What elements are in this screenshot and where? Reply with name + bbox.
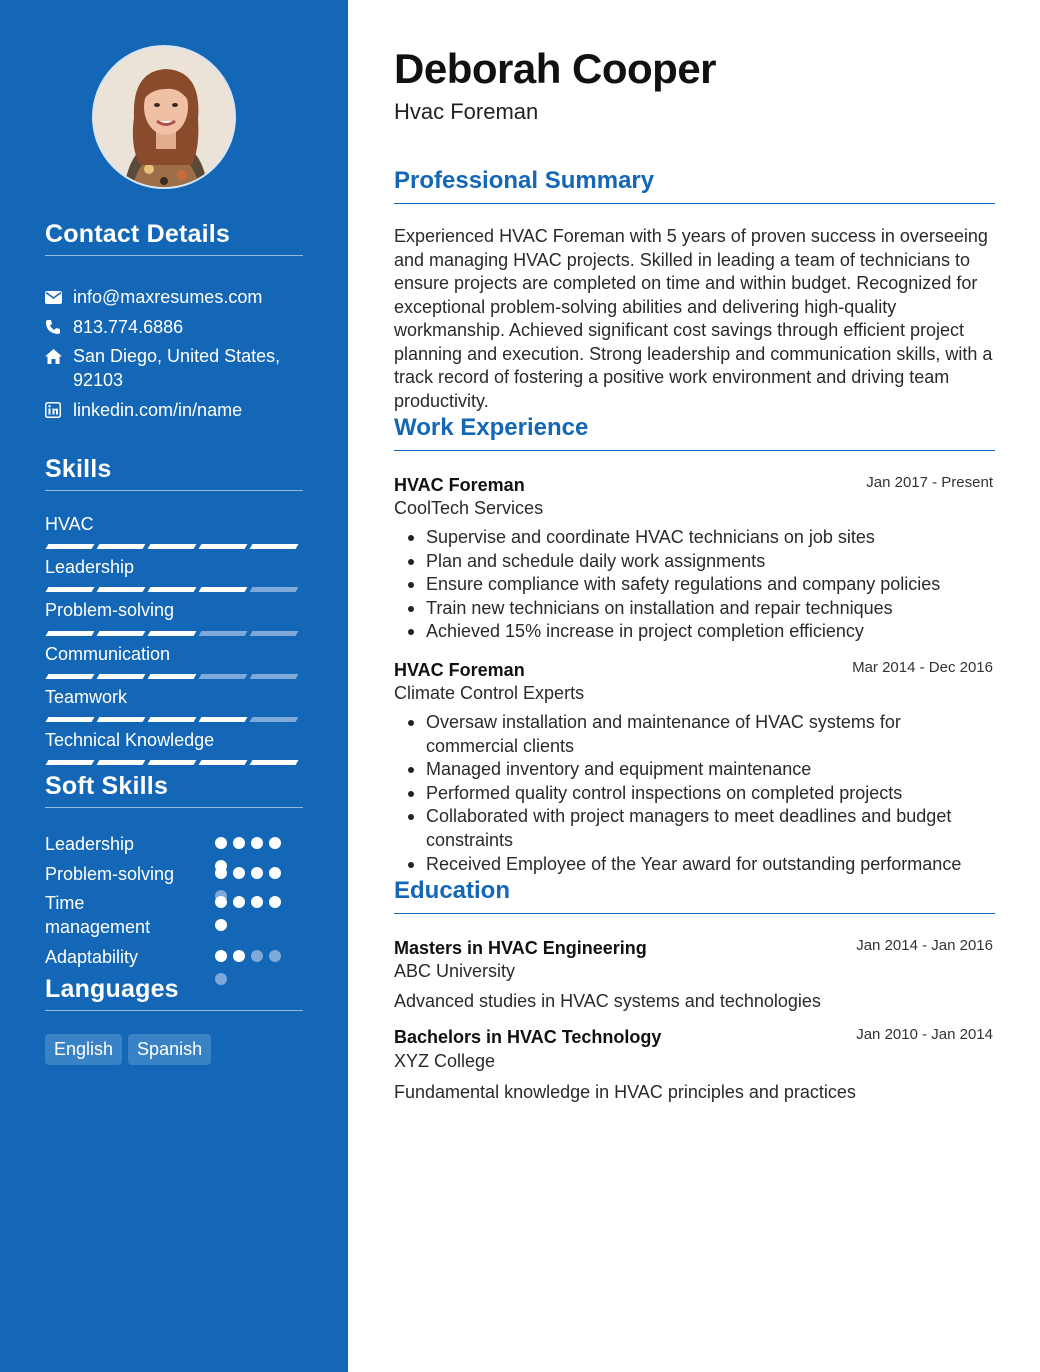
soft-skill-label: Adaptability	[45, 947, 139, 967]
job-title: HVAC Foreman	[394, 660, 525, 680]
job-bullet: Performed quality control inspections on completed projects	[394, 782, 974, 806]
skill-bar-segment	[148, 674, 197, 679]
contact-linkedin[interactable]	[45, 398, 305, 422]
skill-rating	[47, 587, 297, 592]
job-dates: Mar 2014 - Dec 2016	[852, 659, 993, 676]
job-bullet: Train new technicians on installation and repair techniques	[394, 597, 974, 621]
skill-bar-segment	[250, 674, 299, 679]
contact-address-text: San Diego, United States, 92103	[73, 346, 281, 390]
job-bullet: Received Employee of the Year award for outstanding performance	[394, 853, 974, 877]
skill-bar-segment	[46, 544, 95, 549]
rating-dot	[269, 867, 281, 879]
rating-dot	[215, 867, 227, 879]
language-tag: English	[45, 1034, 122, 1065]
skill-bar-segment	[250, 587, 299, 592]
degree-description: Fundamental knowledge in HVAC principles and practices	[394, 1082, 856, 1102]
skill-bar-segment	[199, 631, 248, 636]
skill-label: Problem-solving	[45, 600, 175, 620]
job-bullet: Oversaw installation and maintenance of HVAC systems for commercial clients	[394, 711, 974, 758]
linkedin-icon	[45, 398, 73, 422]
skill-bar-segment	[46, 587, 95, 592]
skill-bar-segment	[97, 544, 146, 549]
summary-heading: Professional Summary	[394, 167, 995, 204]
skill-bar-segment	[46, 631, 95, 636]
skill-bar-segment	[148, 544, 197, 549]
skill-bar-segment	[199, 674, 248, 679]
contact-email-text: info@maxresumes.com	[73, 287, 263, 307]
skill-bar-segment	[250, 717, 299, 722]
rating-dot	[251, 867, 263, 879]
job-dates: Jan 2017 - Present	[866, 474, 993, 491]
skill-bar-segment	[250, 631, 299, 636]
rating-dot	[233, 837, 245, 849]
skills-heading: Skills	[45, 455, 303, 491]
skill-label: Communication	[45, 644, 171, 664]
skill-label: Teamwork	[45, 687, 128, 707]
skill-bar-segment	[46, 674, 95, 679]
candidate-title: Hvac Foreman	[394, 99, 539, 124]
rating-dot	[215, 919, 227, 931]
skill-bar-segment	[97, 587, 146, 592]
skill-bar-segment	[199, 717, 248, 722]
skill-bar-segment	[199, 587, 248, 592]
skill-bar-segment	[46, 717, 95, 722]
job-company: Climate Control Experts	[394, 683, 585, 703]
skill-bar-segment	[46, 760, 95, 765]
rating-dot	[269, 837, 281, 849]
skill-label: HVAC	[45, 514, 94, 534]
rating-dot	[215, 896, 227, 908]
language-tag: Spanish	[128, 1034, 211, 1065]
rating-dot	[269, 950, 281, 962]
school-name: XYZ College	[394, 1051, 496, 1071]
contact-details-heading: Contact Details	[45, 220, 303, 256]
skill-bar-segment	[148, 717, 197, 722]
soft-skill-label: Leadership	[45, 834, 135, 854]
skill-bar-segment	[97, 760, 146, 765]
job-bullet: Ensure compliance with safety regulations and company policies	[394, 573, 974, 597]
soft-skills-heading: Soft Skills	[45, 772, 303, 808]
experience-heading: Work Experience	[394, 414, 995, 451]
languages-list	[45, 1034, 211, 1065]
envelope-icon	[45, 285, 73, 309]
rating-dot	[251, 896, 263, 908]
skill-bar-segment	[199, 760, 248, 765]
soft-skill-label: Problem-solving	[45, 864, 175, 884]
skill-bar-segment	[148, 631, 197, 636]
job-bullet: Collaborated with project managers to meet deadlines and budget constraints	[394, 805, 974, 852]
skill-rating	[47, 674, 297, 679]
rating-dot	[233, 950, 245, 962]
skill-bar-segment	[250, 544, 299, 549]
skill-rating	[47, 760, 297, 765]
job-bullets	[394, 526, 974, 644]
sidebar	[0, 0, 348, 1372]
skill-bar-segment	[250, 760, 299, 765]
rating-dot	[251, 837, 263, 849]
contact-linkedin-text: linkedin.com/in/name	[73, 400, 243, 420]
candidate-name: Deborah Cooper	[394, 45, 717, 92]
skill-rating	[47, 544, 297, 549]
rating-dot	[233, 896, 245, 908]
soft-skill-rating	[215, 896, 295, 931]
degree-title: Bachelors in HVAC Technology	[394, 1027, 662, 1047]
job-title: HVAC Foreman	[394, 475, 525, 495]
degree-dates: Jan 2014 - Jan 2016	[856, 937, 993, 954]
skill-bar-segment	[199, 544, 248, 549]
skill-rating	[47, 717, 297, 722]
job-company: CoolTech Services	[394, 498, 544, 518]
languages-heading: Languages	[45, 975, 303, 1011]
contact-phone-text: 813.774.6886	[73, 317, 184, 337]
rating-dot	[251, 950, 263, 962]
rating-dot	[215, 950, 227, 962]
contact-address	[45, 344, 305, 392]
degree-dates: Jan 2010 - Jan 2014	[856, 1026, 993, 1043]
job-bullets	[394, 711, 974, 876]
job-bullet: Managed inventory and equipment maintenance	[394, 758, 974, 782]
profile-photo	[94, 47, 236, 189]
degree-description: Advanced studies in HVAC systems and technologies	[394, 991, 821, 1011]
avatar	[92, 45, 236, 189]
rating-dot	[269, 896, 281, 908]
rating-dot	[233, 867, 245, 879]
degree-title: Masters in HVAC Engineering	[394, 938, 647, 958]
home-icon	[45, 344, 73, 368]
soft-skill-label: Time management	[45, 893, 151, 937]
skill-bar-segment	[97, 631, 146, 636]
skill-bar-segment	[97, 674, 146, 679]
contact-phone[interactable]	[45, 315, 305, 339]
skill-label: Technical Knowledge	[45, 730, 215, 750]
education-heading: Education	[394, 877, 995, 914]
skill-rating	[47, 631, 297, 636]
contact-email[interactable]	[45, 285, 305, 309]
phone-icon	[45, 315, 73, 339]
job-bullet: Supervise and coordinate HVAC technicians on job sites	[394, 526, 974, 550]
skill-bar-segment	[97, 717, 146, 722]
skill-label: Leadership	[45, 557, 135, 577]
summary-text: Experienced HVAC Foreman with 5 years of proven success in overseeing and managing HVAC projects. Skilled in leading a team of technicians to ensure projects are completed on time and within budget. Recognized for exceptional problem-solving abilities and delivering high-quality workmanship. Achieved significant cost savings through efficient project planning and execution. Strong leadership and communication skills, with a track record of fostering a positive work environment and driving team productivity.	[394, 226, 993, 411]
rating-dot	[215, 837, 227, 849]
job-bullet: Achieved 15% increase in project completion efficiency	[394, 620, 974, 644]
job-bullet: Plan and schedule daily work assignments	[394, 550, 974, 574]
skill-bar-segment	[148, 587, 197, 592]
school-name: ABC University	[394, 961, 516, 981]
skill-bar-segment	[148, 760, 197, 765]
